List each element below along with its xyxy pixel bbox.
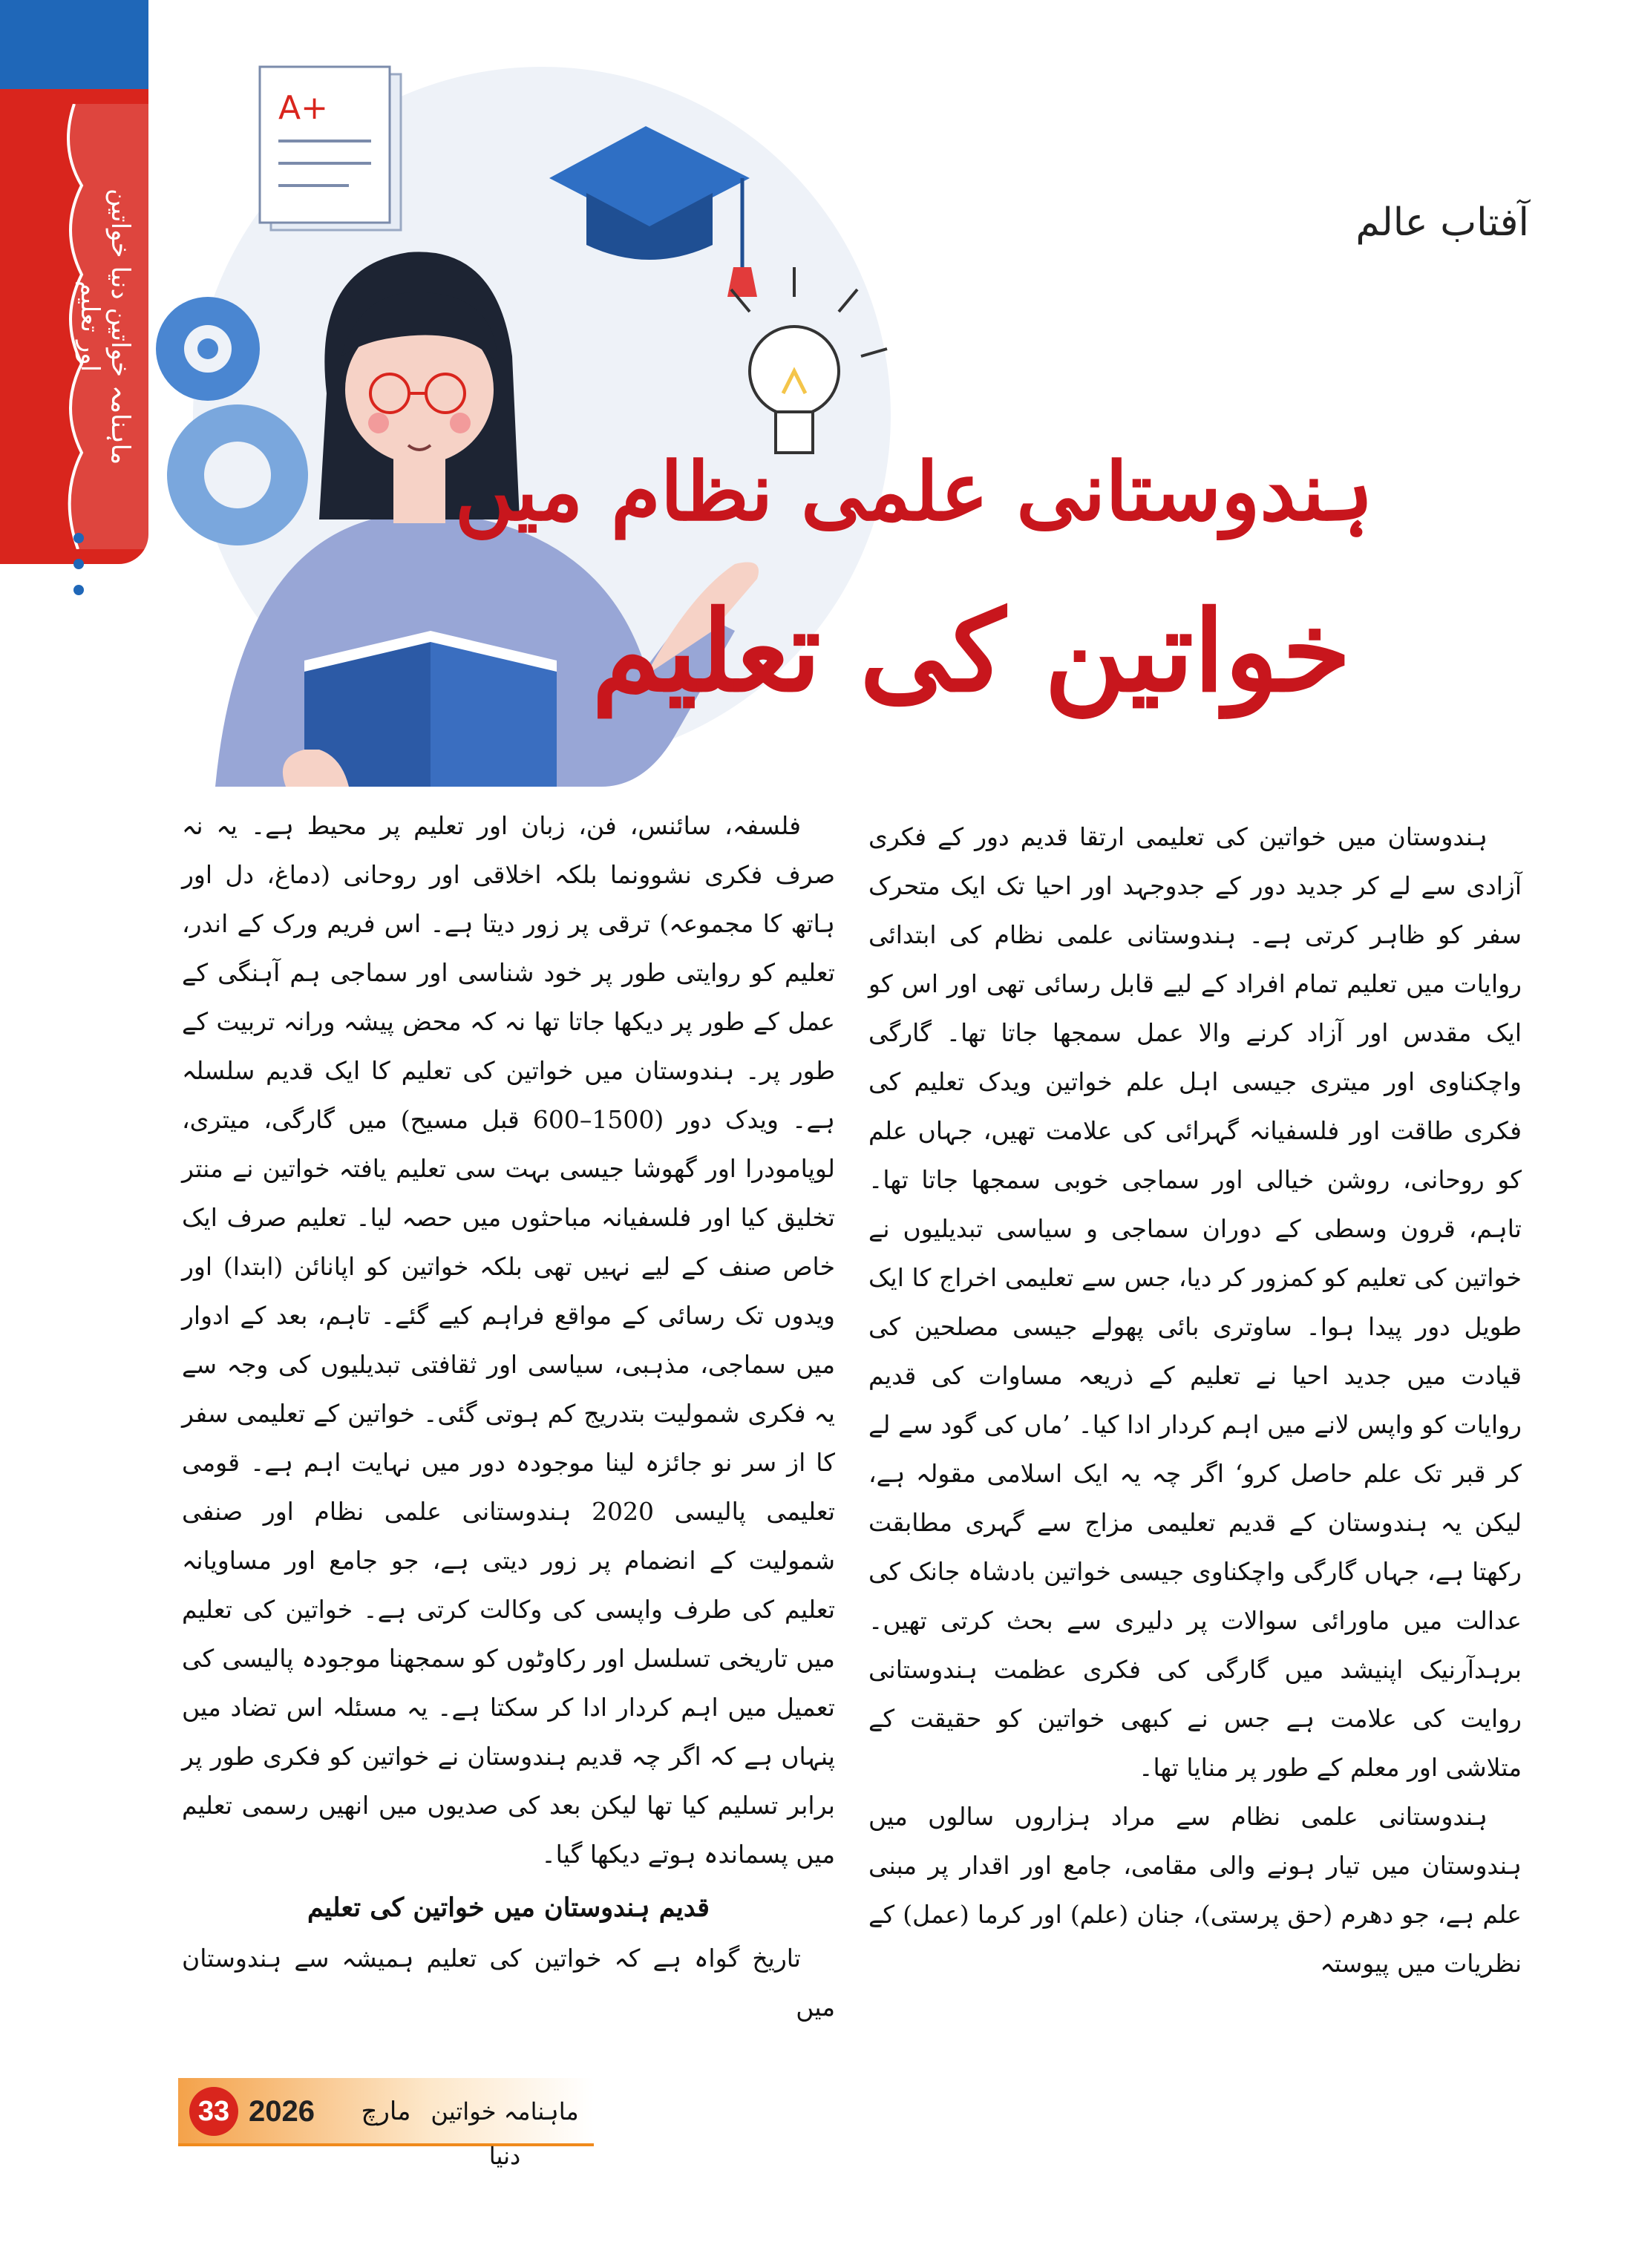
footer-month: مارچ xyxy=(361,2097,411,2126)
paper-grade: A+ xyxy=(278,89,328,127)
author-name: آفتاب عالم xyxy=(1355,200,1529,245)
body-paragraph: فلسفہ، سائنس، فن، زبان اور تعلیم پر محیط ہے۔ یہ نہ صرف فکری نشوونما بلکہ اخلاقی اور روحانی (دماغ، دل اور ہاتھ کا مجموعہ) ترقی پر زور دیتا ہے۔ اس فریم ورک کے اندر، تعلیم کو روایتی طور پر خود شناسی اور سماجی ہم آہنگی کے عمل کے طور پر دیکھا جاتا تھا نہ کہ محض پیشہ ورانہ تربیت کے طور پر۔ ہندوستان میں خواتین کی تعلیم کا ایک قدیم سلسلہ ہے۔ ویدک دور (1500–600 قبل مسیح) میں گارگی، میتری، لوپامودرا اور گھوشا جیسی بہت سی تعلیم یافتہ خواتین نے منتر تخلیق کیا اور فلسفیانہ مباحثوں میں حصہ لیا۔ تعلیم صرف ایک خاص صنف کے لیے نہیں تھی بلکہ خواتین کو اپانائن (ابتدا) اور ویدوں تک رسائی کے مواقع فراہم کیے گئے۔ تاہم، بعد کے ادوار میں سماجی، مذہبی، سیاسی اور ثقافتی تبدیلیوں کی وجہ سے یہ فکری شمولیت بتدریج کم ہوتی گئی۔ خواتین کے تعلیمی سفر کا از سر نو جائزہ لینا موجودہ دور میں نہایت اہم ہے۔ قومی تعلیمی پالیسی 2020 ہندوستانی علمی نظام اور صنفی شمولیت کے انضمام پر زور دیتی ہے، جو جامع اور مساویانہ تعلیم کی طرف واپسی کی وکالت کرتی ہے۔ خواتین کی تعلیم میں تاریخی تسلسل اور رکاوٹوں کو سمجھنا موجودہ پالیسی کی تعمیل میں اہم کردار ادا کر سکتا ہے۔ یہ مسئلہ اس تضاد میں پنہاں ہے کہ اگر چہ قدیم ہندوستان نے خواتین کو فکری طور پر برابر تسلیم کیا تھا لیکن بعد کی صدیوں میں انھیں رسمی تعلیم میں پسماندہ ہوتے دیکھا گیا۔ xyxy=(182,811,836,1869)
strip-dots-icon xyxy=(71,531,86,597)
article-title-line2: خواتین کی تعلیم xyxy=(592,586,1351,717)
graded-paper-icon xyxy=(260,67,401,230)
article-column-left xyxy=(182,802,835,2085)
article-title-line1: ہندوستانی علمی نظام میں xyxy=(454,445,1373,539)
footer-year: 2026 xyxy=(249,2095,315,2128)
strip-vertical-text: ماہنامہ خواتین دنیا خواتین اور تعلیم xyxy=(75,188,135,465)
footer-magazine-name: ماہنامہ خواتین دنیا xyxy=(431,2097,579,2170)
body-paragraph: ہندوستانی علمی نظام سے مراد ہزاروں سالوں میں ہندوستان میں تیار ہونے والی مقامی، جامع اور اقدار پر مبنی علم ہے، جو دھرم (حق پرستی)، جنان (علم) اور کرما (عمل) کے نظریات میں پیوستہ xyxy=(868,1802,1522,1978)
body-paragraph: تاریخ گواہ ہے کہ خواتین کی تعلیم ہمیشہ سے ہندوستان میں xyxy=(182,1944,835,2022)
body-paragraph: ہندوستان میں خواتین کی تعلیمی ارتقا قدیم دور کے فکری آزادی سے لے کر جدید دور کے جدوجہد اور احیا تک ایک متحرک سفر کو ظاہر کرتی ہے۔ ہندوستانی علمی نظام کی ابتدائی روایات میں تعلیم تمام افراد کے لیے قابل رسائی تھی اور اس کو ایک مقدس اور آزاد کرنے والا عمل سمجھا جاتا تھا۔ گارگی واچکناوی اور میتری جیسی اہل علم خواتین ویدک تعلیم کی فکری طاقت اور فلسفیانہ گہرائی کی علامت تھیں، جہاں علم کو روحانی، روشن خیالی اور سماجی خوبی سمجھا جاتا تھا۔ تاہم، قرون وسطی کے دوران سماجی و سیاسی تبدیلیوں نے خواتین کی تعلیم کو کمزور کر دیا، جس سے تعلیمی اخراج کا ایک طویل دور پیدا ہوا۔ ساوتری بائی پھولے جیسی مصلحین کی قیادت میں جدید احیا نے تعلیم کے ذریعہ مساوات کی قدیم روایات کو واپس لانے میں اہم کردار ادا کیا۔ ’ماں کی گود سے لے کر قبر تک علم حاصل کرو‘ اگر چہ یہ ایک اسلامی مقولہ ہے، لیکن یہ ہندوستان کے قدیم تعلیمی مزاج سے گہری مطابقت رکھتا ہے، جہاں گارگی واچکناوی جیسی خواتین بادشاہ جانک کی عدالت میں ماورائی سوالات پر دلیری سے بحث کرتی تھیں۔ برہدآرنیک اپنیشد میں گارگی کی فکری عظمت ہندوستانی روایت کی علامت ہے جس نے کبھی خواتین کو حقیقت کے متلاشی اور معلم کے طور پر منایا تھا۔ xyxy=(868,822,1522,1782)
article-column-right xyxy=(868,813,1522,2082)
page-number: 33 xyxy=(189,2087,238,2136)
section-heading: قدیم ہندوستان میں خواتین کی تعلیم xyxy=(307,1892,710,1923)
